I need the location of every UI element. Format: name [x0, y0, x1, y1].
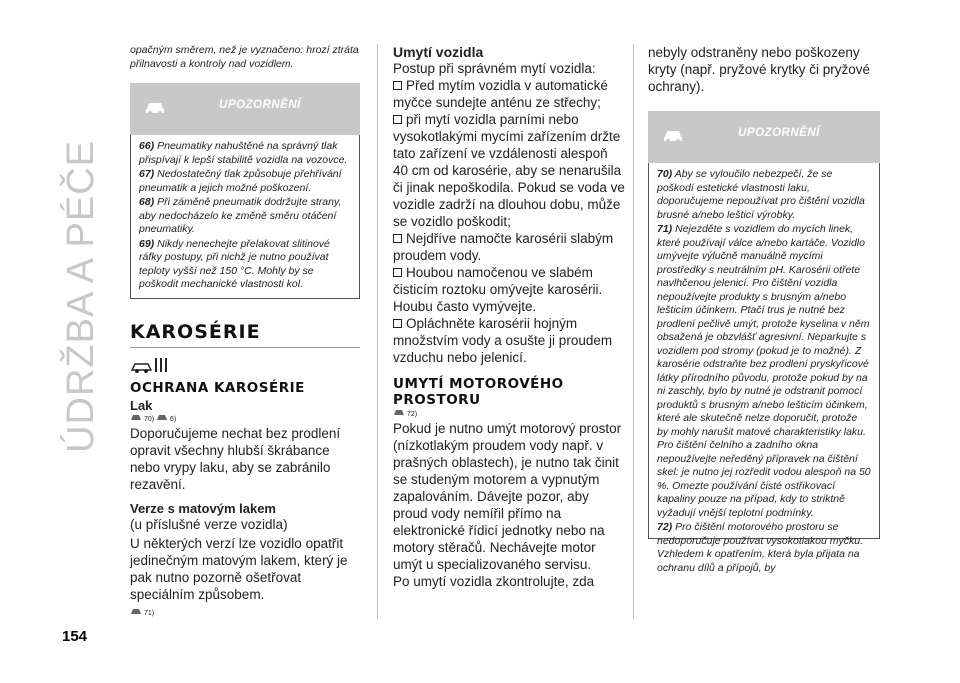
note-71: [657, 223, 871, 520]
note-67: [139, 168, 351, 195]
note-text: Pneumatiky nahuštěné na správný tlak přispívají k lepší stabilitě vozidla na vozovce.: [139, 140, 348, 166]
bullet-text: Houbou namočenou ve slabém čisticím roztoku omývejte karosérii. Houbu často vymývejte.: [393, 265, 603, 314]
paragraph: U některých verzí lze vozidlo opatřit jedinečným matovým lakem, který je pak nutno pozorně ošetřovat speciálním způsobem.: [130, 535, 348, 602]
intro-text: opačným směrem, než je vyznačeno: hrozí ztráta přilnavosti a kontroly nad vozidlem.: [130, 44, 359, 70]
note-70: [657, 168, 871, 222]
reference-markers: [393, 408, 625, 418]
car-wash-icon: [130, 356, 170, 374]
column-2: [393, 44, 625, 590]
bullet-text: Opláchněte karosérii hojným množstvím vody a osušte ji proudem vzduchu nebo jelenicí.: [393, 316, 613, 365]
note-66: [139, 140, 351, 167]
note-text: Nikdy nenechejte přelakovat slitinové ráfky postupy, při nichž je nutno používat teploty vyšší než 150 °C. Mohly by se poškodit mechanické vlastnosti kol.: [139, 237, 330, 290]
bullet-icon: [393, 234, 402, 243]
note-text: Nedostatečný tlak způsobuje přehřívání pneumatik a jejich možné poškození.: [139, 168, 342, 194]
warning-title: UPOZORNĚNÍ: [738, 127, 820, 139]
heading-umyti: Umytí vozidla: [393, 44, 484, 60]
column-3: [648, 44, 880, 574]
warning-car-icon: [156, 413, 168, 422]
note-number: 71): [657, 223, 673, 235]
bullet-icon: [393, 268, 402, 277]
warning-car-icon: [393, 408, 405, 417]
reference-markers: [130, 413, 360, 423]
note-text: Aby se vyloučilo nebezpečí, že se poškodí estetické vlastnosti laku, doporučujeme nepoužívat pro čištění vozidla brusné a/nebo lešticí výrobky.: [657, 168, 865, 221]
note-number: 67): [139, 168, 155, 180]
note-number: 69): [139, 237, 155, 250]
warning-header: [130, 83, 360, 135]
warning-box: [648, 163, 880, 574]
paragraph: Doporučujeme nechat bez prodlení opravit všechny hlubší škrábance nebo vrypy laku, aby se zabránilo rezavění.: [130, 425, 341, 492]
reference-markers: [130, 607, 360, 617]
bullet-text: při mytí vozidla parními nebo vysokotlakými mycími zařízením držte tato zařízení ve vzdálenosti alespoň 40 cm od karosérie, aby se nenarušila či jinak nepoškodila. Pokud se voda ve vozidle zadrží na dlouhou dobu, může se vozidlo poškodit;: [393, 112, 625, 229]
column-divider: [633, 44, 634, 619]
paragraph: Pokud je nutno umýt motorový prostor (nízkotlakým proudem vody např. v prašných oblastech), je nutno tak činit se studeným motorem a vypnutým zapalováním. Dávejte pozor, aby proud vody nemířil přímo na elektronické řídicí jednotky nebo na motory stěračů. Nechávejte motor umýt u specializovaného servisu.: [393, 421, 622, 572]
bullet-item: [393, 111, 625, 230]
heading-ochrana: OCHRANA KAROSÉRIE: [130, 379, 305, 396]
note-number: 70): [657, 168, 673, 180]
note-text: Při záměně pneumatik dodržujte strany, aby nedocházelo ke změně směru otáčení pneumatiky.: [139, 196, 342, 235]
chapter-title: ÚDRŽBA A PÉČE: [60, 140, 102, 453]
ref-71: 71): [143, 609, 155, 617]
note-69: [139, 238, 351, 292]
bullet-icon: [393, 81, 402, 90]
paragraph: Po umytí vozidla zkontrolujte, zda: [393, 574, 595, 589]
warning-car-icon: [130, 607, 142, 616]
note-number: 68): [139, 196, 155, 208]
bullet-item: [393, 230, 625, 264]
bullet-icon: [393, 319, 402, 328]
warning-header: [648, 111, 880, 163]
heading-motor: UMYTÍ MOTOROVÉHO PROSTORU: [393, 376, 564, 408]
warning-title: UPOZORNĚNÍ: [219, 99, 301, 111]
bullet-item: [393, 315, 625, 366]
note-number: 66): [139, 140, 155, 152]
note-text: Pro čištění motorového prostoru se nedoporučuje používat vysokotlakou myčku. Vzhledem k opatřením, která byla přijata na ochranu dílů a přípojů, by: [657, 521, 864, 574]
paragraph: (u příslušné verze vozidla): [130, 516, 288, 532]
paragraph: nebyly odstraněny nebo poškozeny kryty (např. pryžové krytky či pryžové ochrany).: [648, 45, 871, 94]
bullet-text: Před mytím vozidla v automatické myčce sundejte anténu ze střechy;: [393, 78, 608, 110]
page-number: 154: [62, 628, 88, 645]
bullet-icon: [393, 115, 402, 124]
section-title-karoserie: KAROSÉRIE: [130, 321, 360, 348]
heading-lak: Lak: [130, 397, 153, 413]
column-1: [130, 44, 360, 617]
ref-6: 6): [169, 415, 177, 423]
note-number: 72): [657, 521, 673, 533]
bullet-item: [393, 77, 625, 111]
column-divider: [377, 44, 378, 619]
ref-70: 70): [143, 415, 155, 423]
paragraph: Postup při správném mytí vozidla:: [393, 61, 596, 76]
note-72: [657, 521, 871, 575]
warning-box: [130, 135, 360, 299]
note-text: Nejezděte s vozidlem do mycích linek, které používají válce a/nebo kartáče. Vozidlo umývejte výlučně manuálně mycími prostředky s neutrálním pH. Karosérii otřete navlhčenou jelenicí. Pro čištění vozidla nepoužívejte produkty s brusným a/nebo lešticím účinkem. Ptačí trus je nutné bez prodlení pečlivě umýt, protože kyselina v něm obsažená je obzvlášť agresivní. Neparkujte s vozidlem pod stromy (pokud je to možné). Z karosérie odstraňte bez prodlení pryskyřicové látky přírodního původu, protože pokud by na ni zaschly, bylo by nutné je odstranit pomocí produktů s brusným a/nebo lešticím účinkem, které ale skutečně nelze doporučit, protože by mohly narušit matové charakteristiky laku. Pro čištění čelního a zadního okna nepoužívejte neředěný přípravek na čištění skel: je nutno jej rozředit vodou alespoň na 50 %. Omezte používání čisté ostřikovací kapaliny pouze na případ, kdy to striktně vyžadují vnější teplotní podmínky.: [657, 223, 871, 519]
note-68: [139, 196, 351, 237]
heading-verze: Verze s matovým lakem: [130, 500, 276, 516]
bullet-text: Nejdříve namočte karosérii slabým proudem vody.: [393, 231, 614, 263]
bullet-item: [393, 264, 625, 315]
ref-72: 72): [406, 411, 418, 418]
warning-car-icon: [130, 413, 142, 422]
